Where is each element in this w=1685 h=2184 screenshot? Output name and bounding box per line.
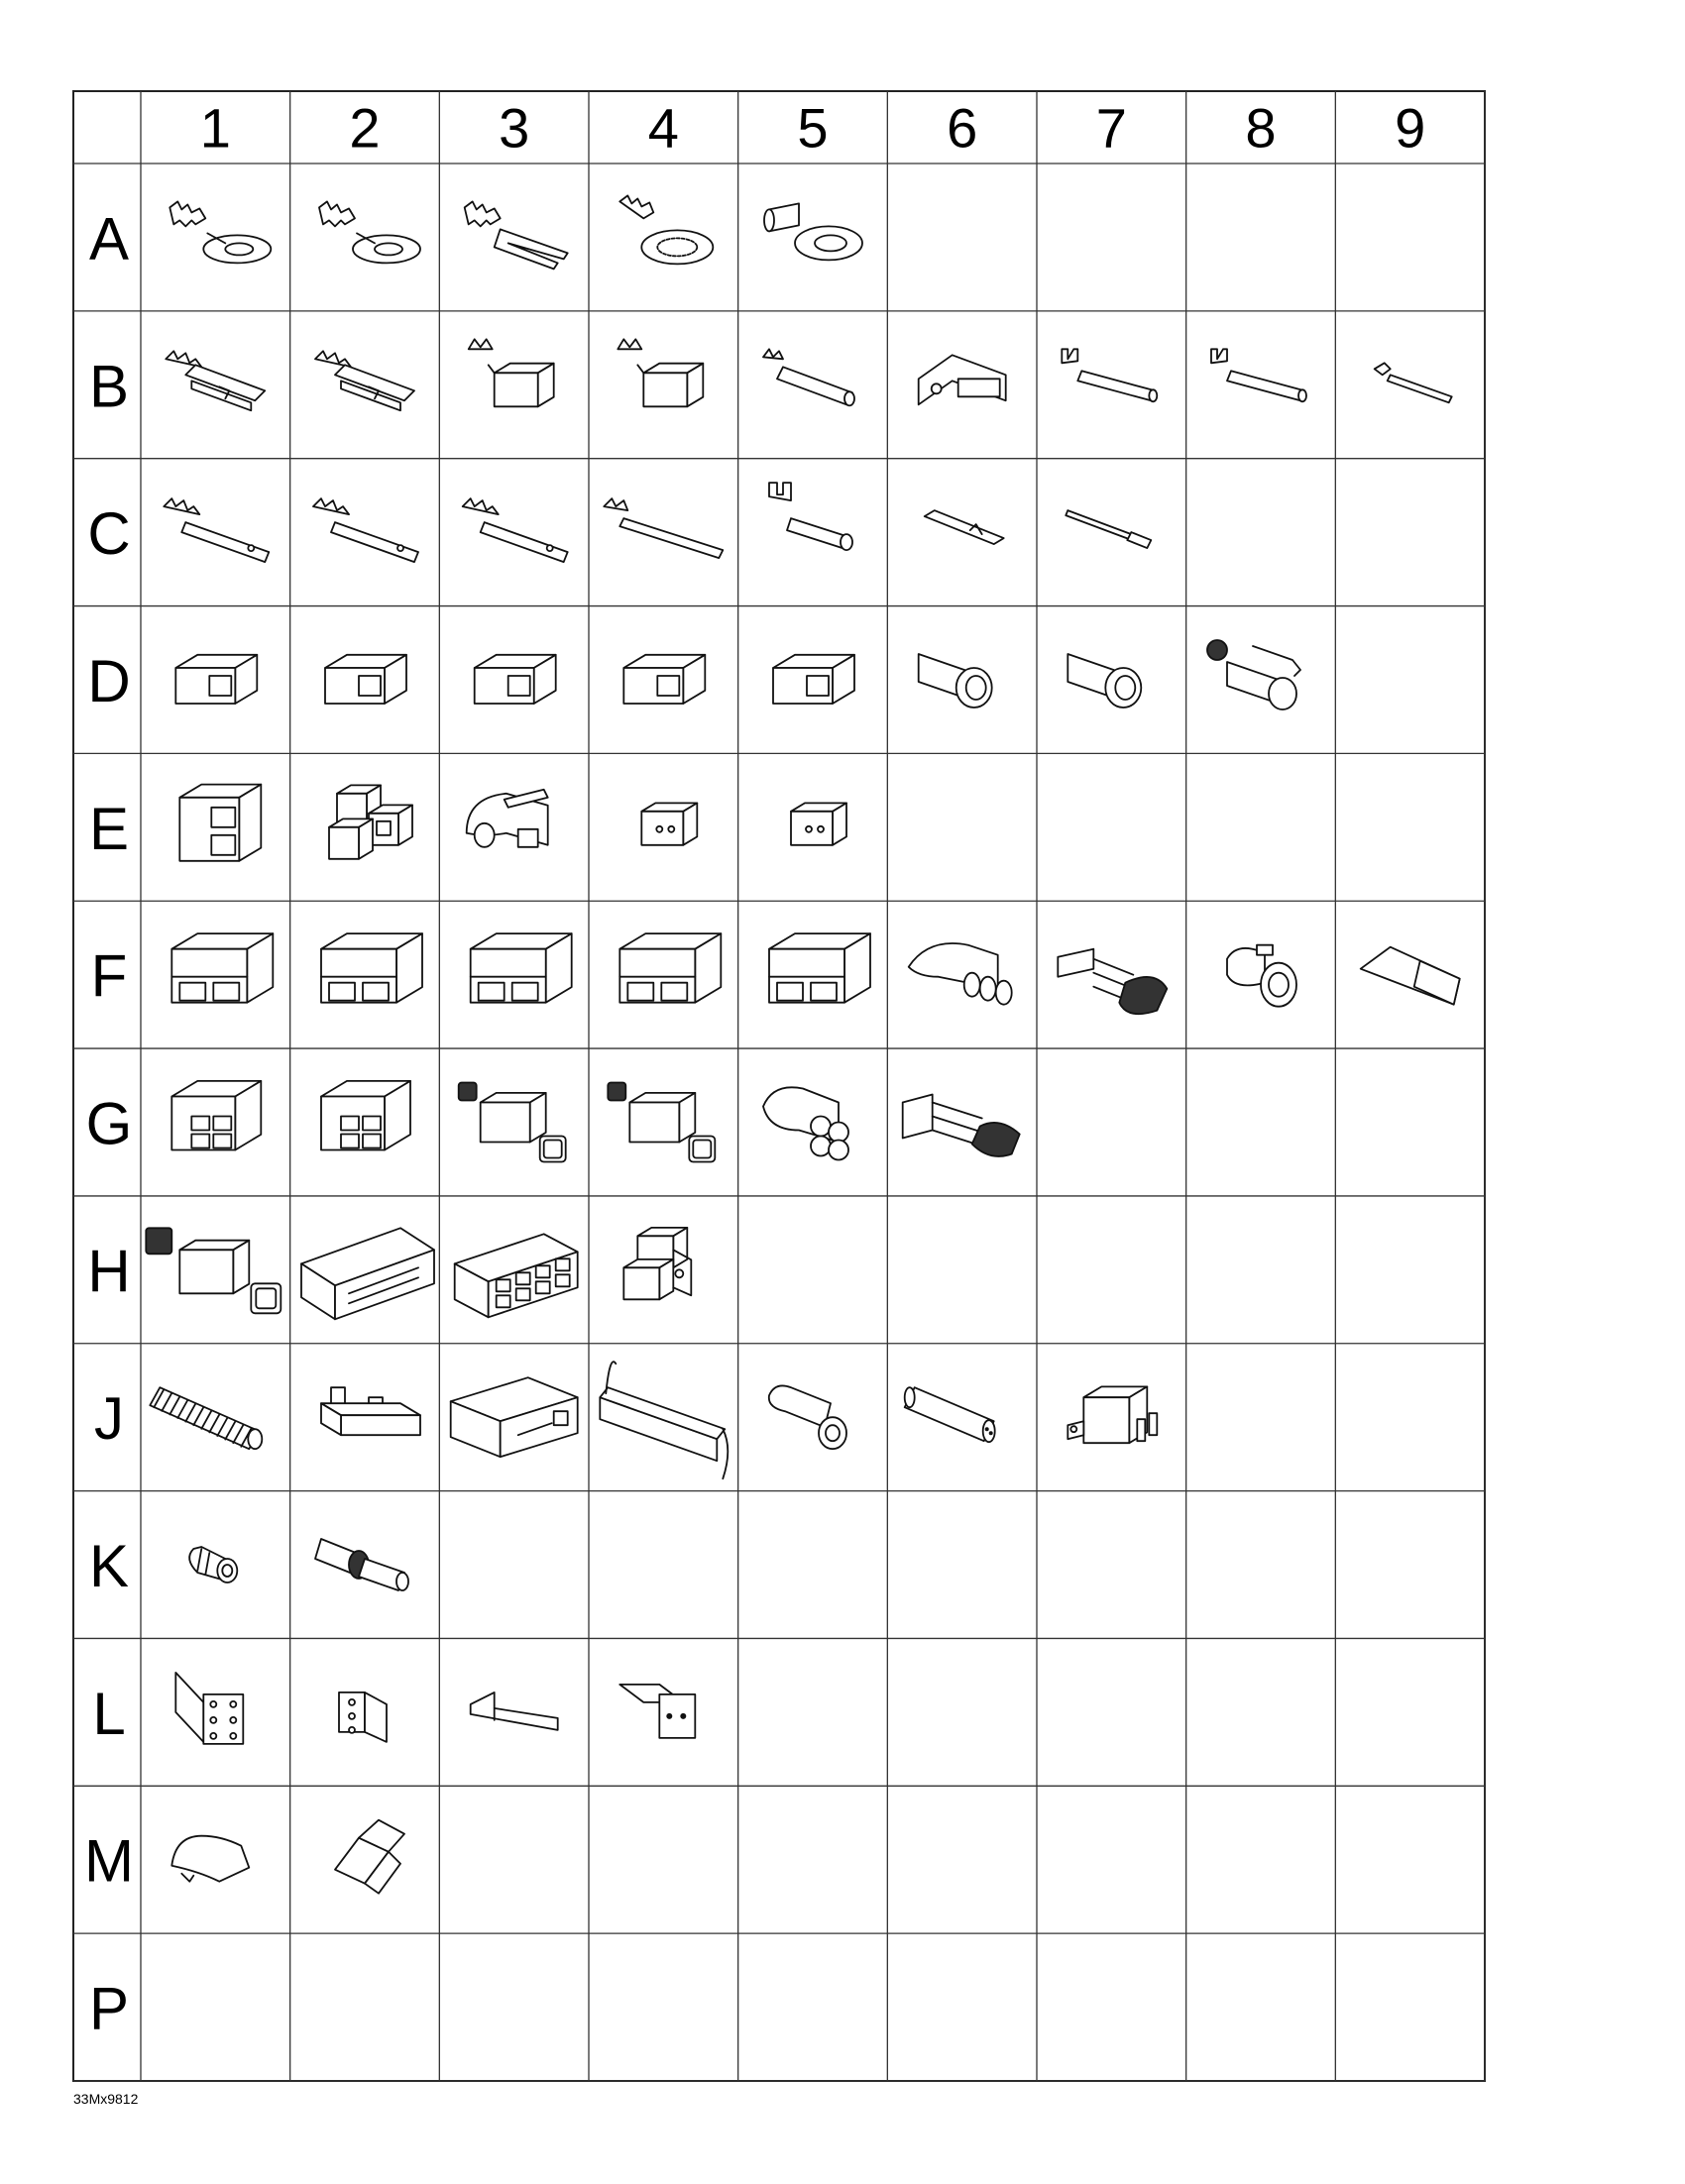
row-label: L [92,1680,126,1747]
connector-part-housing-fuse [451,1377,578,1457]
column-header: 4 [647,96,679,160]
column-header: 6 [947,96,978,160]
figure-code: 33Mx9812 [73,2091,139,2107]
column-header: 2 [349,96,381,160]
connector-part-housing-1 [325,655,406,704]
connector-part-bullet-male [769,483,852,550]
connector-part-fork [465,201,568,269]
row-label: B [88,353,130,420]
connector-part-lock-plate [619,1685,695,1738]
connector-part-bulb-socket [769,1385,846,1449]
connector-part-tube [905,1387,995,1442]
connector-part-lock-small [339,1693,387,1742]
connector-part-housing-2x2 [329,785,412,858]
connector-part-lock-wedge [471,1693,558,1730]
row-label: K [88,1533,130,1600]
connector-part-housing-long [301,1228,434,1319]
connector-part-housing-seal [608,1083,715,1162]
connector-part-seal [189,1547,237,1583]
connector-part-pin-female [1062,349,1157,401]
connector-part-box-female [469,339,554,406]
connector-part-clip-bracket [335,1820,404,1894]
connector-part-ring [169,201,271,263]
connector-part-flat-male [463,498,568,562]
connector-part-pin-male [925,510,1004,544]
connector-part-plug-seal [315,1539,408,1590]
connector-part-fuse-holder [600,1362,728,1478]
connector-part-housing-2-small [641,803,697,844]
connector-part-sealed-3 [909,943,1012,1005]
connector-part-pin-female [1211,349,1306,401]
connector-part-housing-2 [179,785,261,861]
connector-part-pin-small [1375,363,1452,402]
connector-part-flat-male-long [604,498,723,558]
connector-part-housing-1 [175,655,257,704]
connector-part-housing-2-small [791,803,846,844]
connector-part-housing-1 [623,655,705,704]
connector-part-housing-3 [619,933,721,1003]
connector-part-ring-tube [764,203,862,260]
row-label: F [90,942,128,1010]
connector-part-flat-female [315,351,414,410]
row-label: E [88,795,130,862]
row-label: C [87,500,131,568]
connector-part-housing-1 [475,655,556,704]
connector-part-lock-block [175,1673,243,1744]
connector-part-cap-wedge [1361,947,1460,1005]
connector-part-housing-seal [459,1083,566,1162]
row-label: J [94,1385,124,1453]
row-label: P [88,1975,130,2042]
row-label: A [88,205,130,273]
connector-part-relay [1067,1386,1157,1443]
connector-part-conduit [150,1387,262,1449]
connector-part-sealed-4-open [903,1095,1020,1156]
connector-part-housing-multi [455,1234,578,1317]
connector-part-flat-female [166,351,265,410]
connector-part-flat-male [313,498,418,562]
connector-part-housing-1 [773,655,854,704]
connector-part-housing-4 [171,1081,261,1150]
connector-part-housing-4 [321,1081,410,1150]
connector-part-housing-stack [623,1228,691,1299]
connector-part-round-housing-sealed [1207,640,1300,710]
column-header: 5 [797,96,829,160]
row-label: H [87,1238,131,1305]
connector-part-cap-round [1227,945,1296,1007]
connector-part-housing-2-clip [467,790,548,847]
column-header: 7 [1095,96,1127,160]
connector-part-box-female [618,339,703,406]
connector-part-housing-3 [171,933,273,1003]
row-label: D [87,647,131,714]
connector-part-round-housing [919,654,992,708]
column-header: 1 [199,96,231,160]
connector-part-fuse [321,1387,420,1435]
connector-part-ring [319,201,420,263]
column-header: 8 [1245,96,1277,160]
column-header: 3 [499,96,530,160]
row-label: M [84,1827,134,1895]
connector-part-sealed-3-open [1058,949,1167,1015]
connector-part-bullet-female [763,349,854,405]
connector-part-housing-3 [471,933,572,1003]
row-label: G [85,1090,133,1157]
connector-part-sealed-4 [763,1087,848,1159]
column-header: 9 [1395,96,1426,160]
connector-part-clip [171,1836,249,1882]
connector-part-housing-3 [321,933,422,1003]
connector-part-housing-3 [769,933,870,1003]
connector-part-flat-male [164,498,269,562]
connector-part-pin-male-long [1066,510,1151,548]
connector-part-housing-seal-wide [146,1228,281,1313]
connector-part-ring-lock [619,195,713,264]
connector-part-flag-female [919,355,1006,404]
connector-part-round-housing [1067,654,1141,708]
